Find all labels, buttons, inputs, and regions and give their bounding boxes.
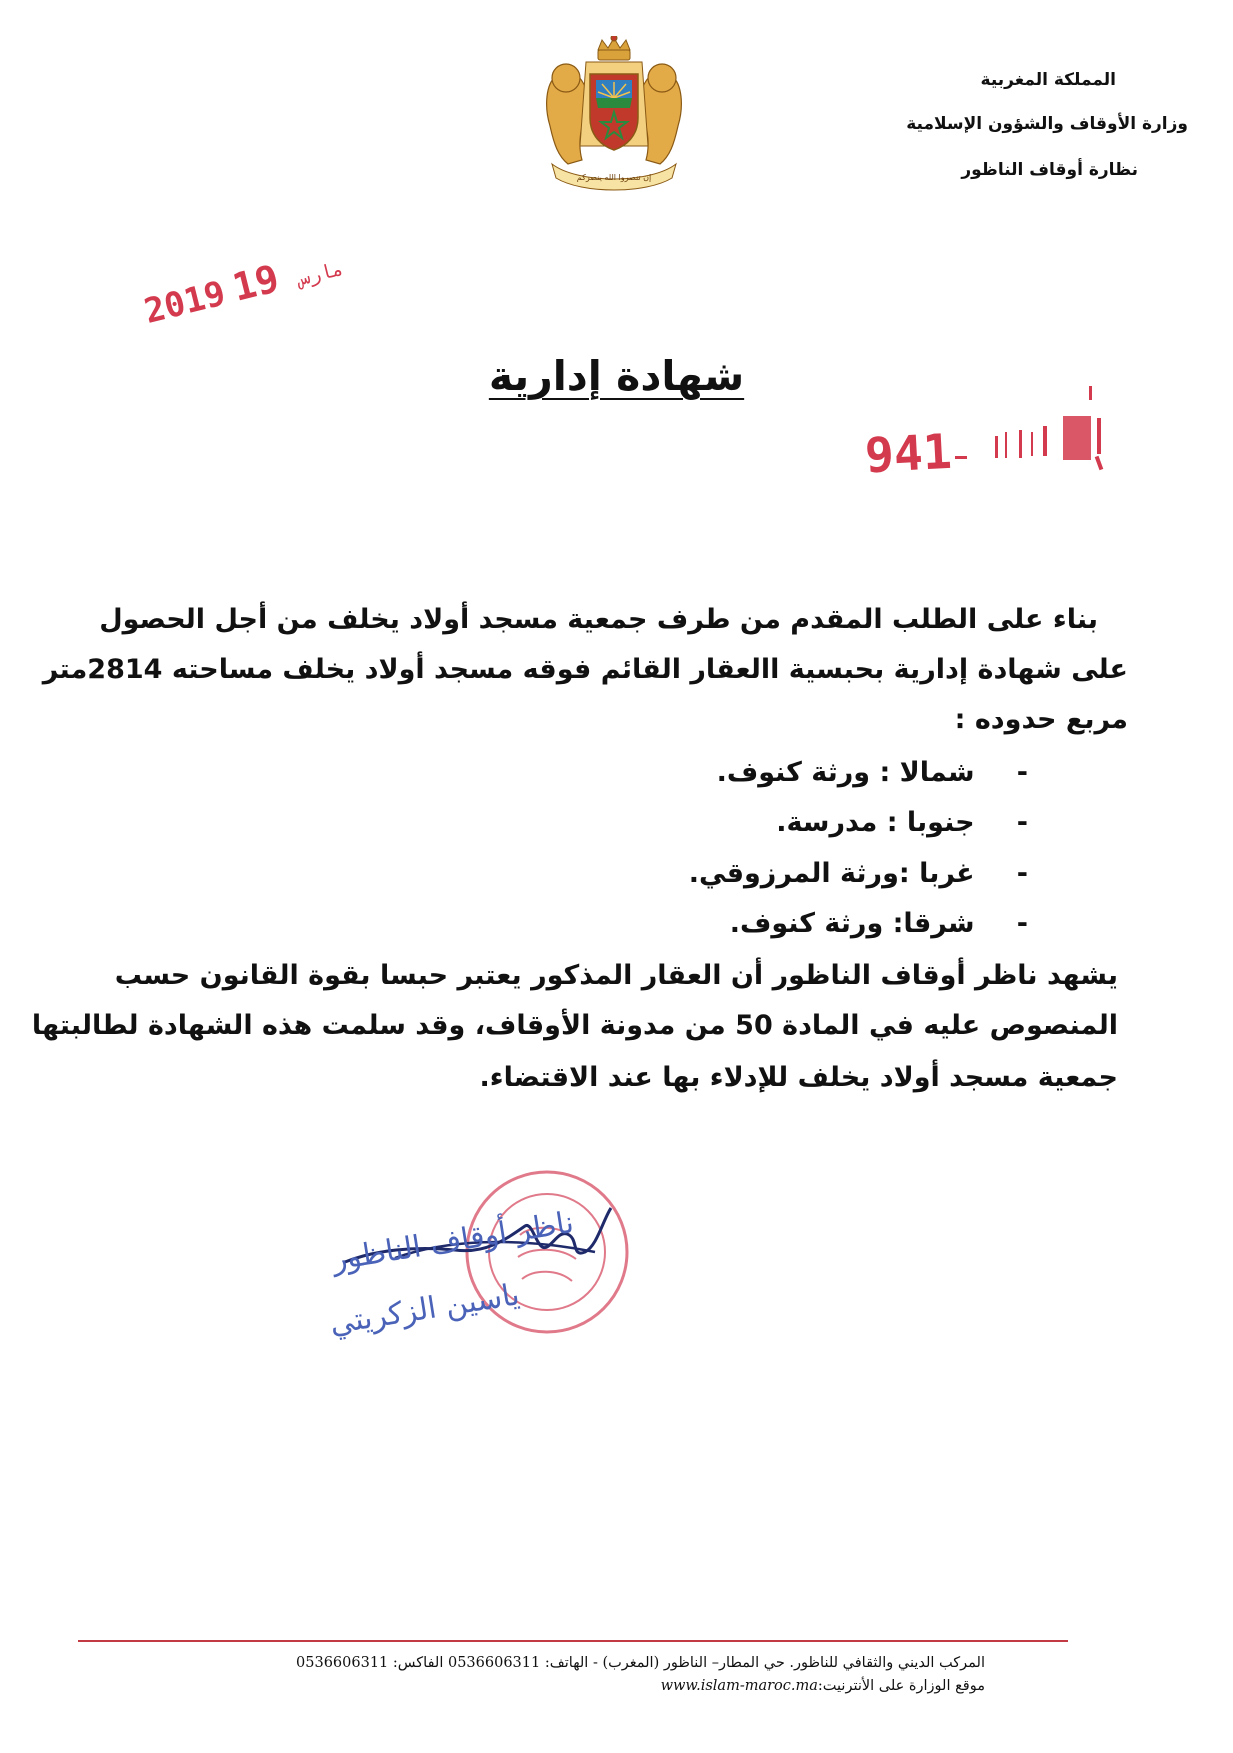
letterhead-ministry: وزارة الأوقاف والشؤون الإسلامية (906, 114, 1188, 134)
closing-line-2: المنصوص عليه في المادة 50 من مدونة الأوقاف، وقد سلمت هذه الشهادة لطالبتها (31, 1010, 1118, 1041)
closing-line-3: جمعية مسجد أولاد يخلف للإدلاء بها عند الاقتضاء. (479, 1062, 1118, 1093)
date-stamp (139, 238, 356, 332)
bullet-marker: - (1016, 858, 1028, 889)
date-stamp-day: 19 (228, 256, 284, 310)
intro-line-3: مربع حدوده : (954, 704, 1128, 735)
letterhead-kingdom: المملكة المغربية (980, 70, 1116, 90)
boundary-east-text: شرقا: ورثة كنوف. (729, 908, 975, 939)
footer-website-url: www.islam-maroc.ma (660, 1678, 818, 1694)
boundary-south (776, 807, 1028, 838)
letterhead-office: نظارة أوقاف الناظور (961, 160, 1138, 180)
footer-website-label: موقع الوزارة على الأنترنيت: (817, 1678, 985, 1694)
signature-title: ناظر أوقاف الناظور (329, 1205, 577, 1278)
coat-of-arms-motto: إن تنصروا الله ينصركم (576, 173, 652, 182)
registration-stamp (865, 386, 1165, 506)
footer-divider (78, 1640, 1068, 1642)
boundary-north-text: شمالا : ورثة كنوف. (716, 757, 975, 788)
footer-website (0, 1678, 985, 1694)
boundary-south-text: جنوبا : مدرسة. (776, 807, 975, 838)
signature-block (165, 1200, 635, 1390)
footer-address: المركب الديني والثقافي للناظور. حي المطار– الناظور (المغرب) - الهاتف: 0536606311 الفاكس: 0536606311 (296, 1655, 985, 1671)
document-title-text: شهادة إدارية (488, 352, 745, 400)
date-stamp-month: مارس (295, 257, 346, 291)
bullet-marker: - (1016, 908, 1028, 939)
boundary-west (689, 858, 1028, 889)
bullet-marker: - (1016, 807, 1028, 838)
registration-number: 941 (863, 423, 954, 485)
intro-line-2: على شهادة إدارية بحبسية االعقار القائم فوقه مسجد أولاد يخلف مساحته 2814متر (42, 654, 1128, 685)
boundary-east (730, 908, 1028, 939)
boundary-west-text: غربا :ورثة المرزوقي. (688, 858, 975, 889)
closing-line-1: يشهد ناظر أوقاف الناظور أن العقار المذكور يعتبر حبسا بقوة القانون حسب (114, 960, 1118, 991)
bullet-marker: - (1016, 757, 1028, 788)
date-stamp-year: 2019 (140, 273, 230, 332)
intro-line-1: بناء على الطلب المقدم من طرف جمعية مسجد أولاد يخلف من أجل الحصول (99, 604, 1098, 635)
smudged-stamp-mark-icon (935, 386, 1165, 496)
signature-name: ياسين الزكريتي (327, 1277, 522, 1342)
boundary-north (717, 757, 1028, 788)
coat-of-arms-icon (538, 36, 690, 194)
document-title (0, 352, 1233, 400)
